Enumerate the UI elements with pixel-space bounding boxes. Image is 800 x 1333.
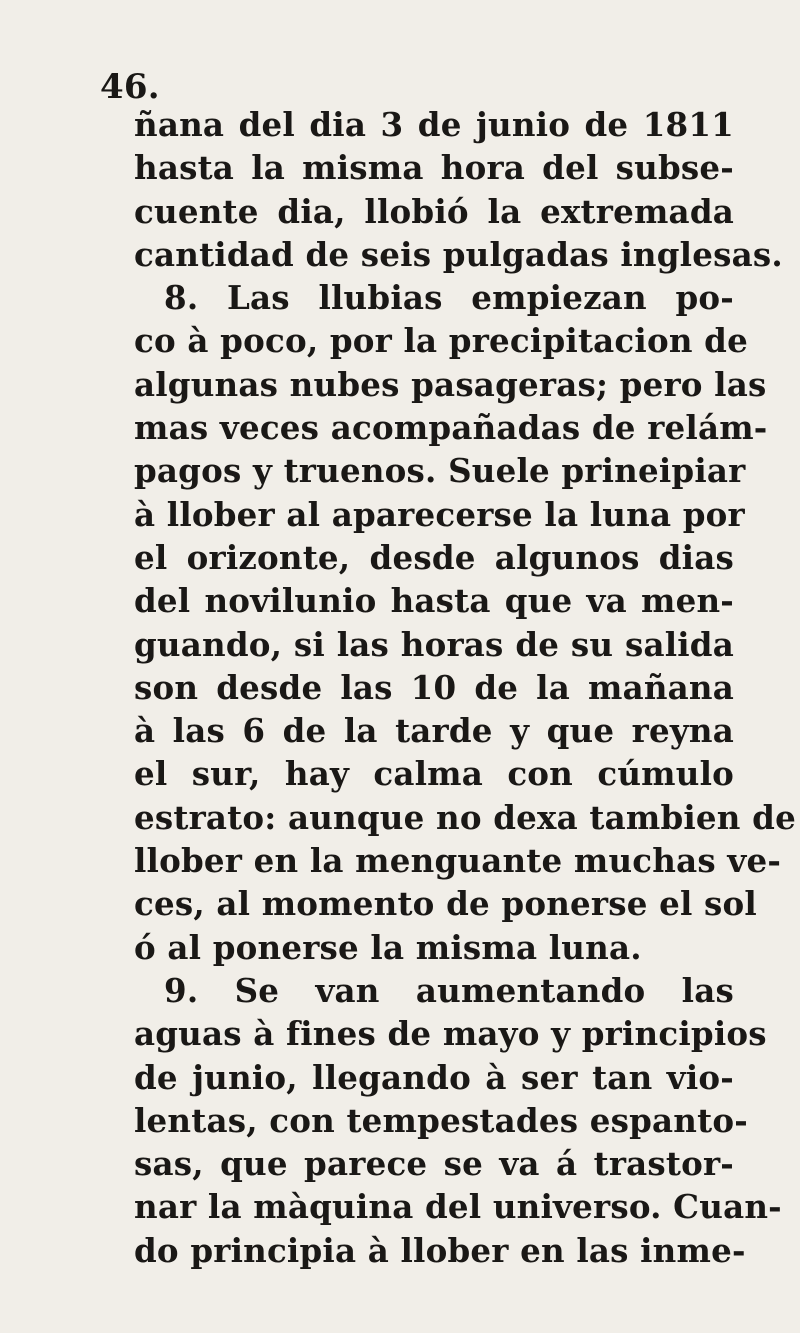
text-line: lentas, con tempestades espanto- — [134, 1100, 748, 1140]
text-line: mas veces acompañadas de relám- — [134, 408, 768, 448]
text-line: à llober al aparecerse la luna por — [134, 494, 745, 534]
text-line: el orizonte, desde algunos dias — [134, 537, 734, 577]
text-line: llober en la menguante muchas ve- — [134, 841, 782, 881]
text-line: el sur, hay calma con cúmulo — [134, 754, 734, 794]
text-line: ñana del dia 3 de junio de 1811 — [134, 105, 734, 144]
text-line: ces, al momento de ponerse el sol — [134, 884, 757, 924]
text-line: sas, que parece se va á trastor- — [134, 1144, 734, 1184]
text-line: de junio, llegando à ser tan vio- — [134, 1057, 734, 1097]
text-line: guando, si las horas de su salida — [134, 624, 734, 664]
text-line: 8. Las llubias empiezan po- — [164, 278, 734, 318]
text-line: à las 6 de la tarde y que reyna — [134, 711, 734, 751]
text-line: 9. Se van aumentando las — [164, 970, 734, 1010]
text-line: hasta la misma hora del subse- — [134, 148, 734, 188]
text-line: del novilunio hasta que va men- — [134, 581, 734, 621]
text-line: co à poco, por la precipitacion de — [134, 321, 748, 361]
text-line: cantidad de seis pulgadas inglesas. — [134, 234, 783, 274]
page-number: 46. — [100, 67, 160, 107]
body-text — [134, 103, 796, 1272]
text-line: son desde las 10 de la mañana — [134, 667, 734, 707]
text-line: nar la màquina del universo. Cuan- — [134, 1187, 782, 1227]
text-line: ó al ponerse la misma luna. — [134, 927, 642, 967]
text-line: aguas à fines de mayo y principios — [134, 1014, 767, 1054]
text-line: algunas nubes pasageras; pero las — [134, 364, 767, 404]
text-line: cuente dia, llobió la extremada — [134, 191, 734, 231]
text-line: do principia à llober en las inme- — [134, 1230, 746, 1270]
text-line: pagos y truenos. Suele prineipiar — [134, 451, 746, 491]
text-line: estrato: aunque no dexa tambien de — [134, 797, 796, 837]
